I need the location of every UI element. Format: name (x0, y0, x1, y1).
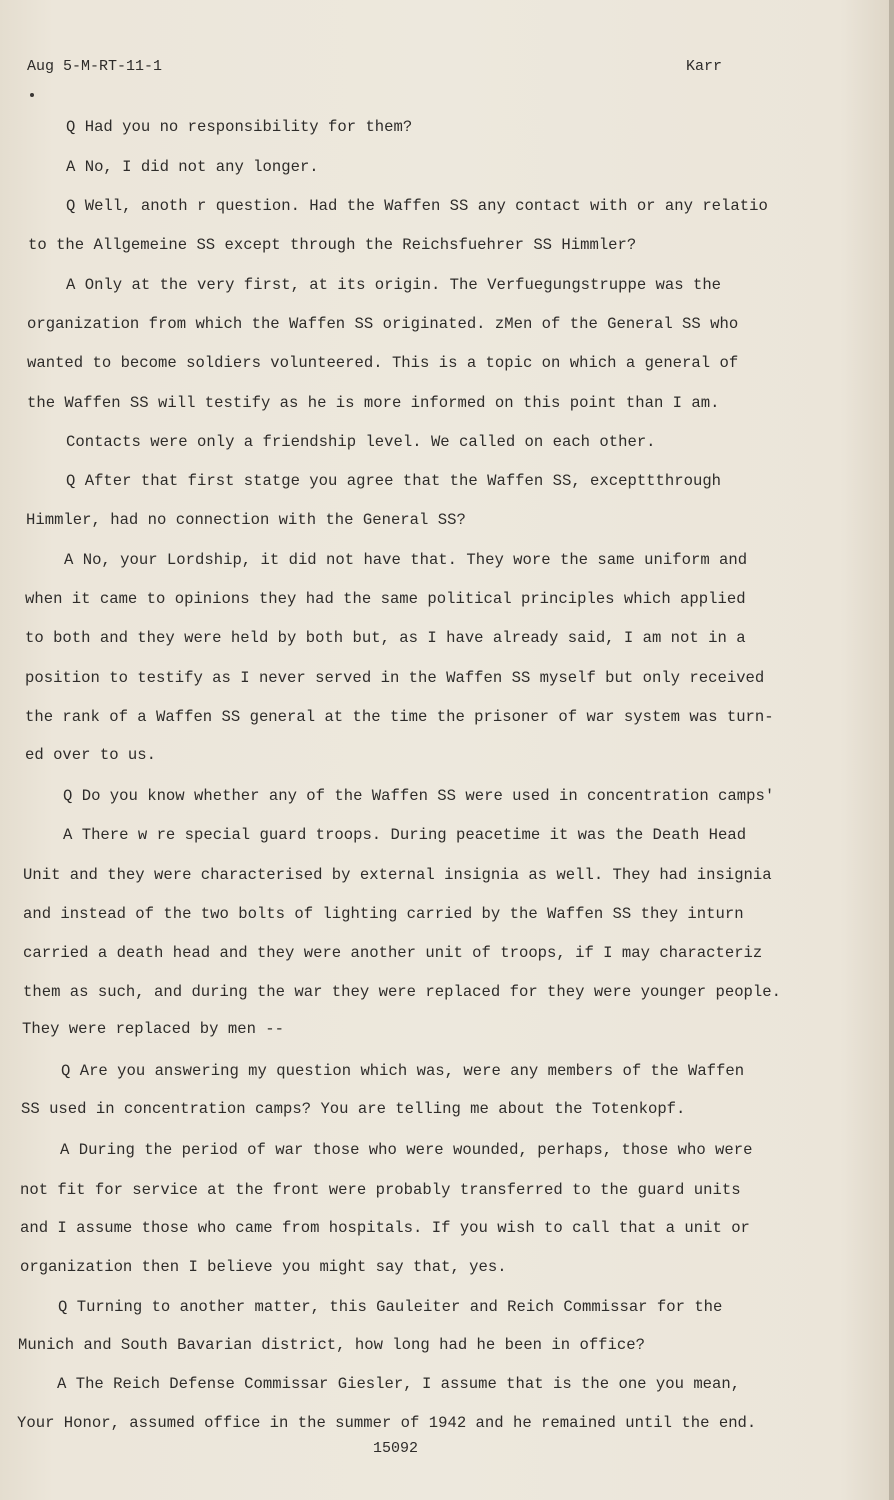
transcript-line: They were replaced by men -- (22, 1020, 285, 1038)
page-edge (889, 0, 894, 1500)
transcript-line: Q Turning to another matter, this Gauleiter and Reich Commissar for the (58, 1298, 723, 1316)
transcript-line: carried a death head and they were another unit of troops, if I may characteriz (23, 944, 763, 962)
transcript-line: the rank of a Waffen SS general at the time the prisoner of war system was turn- (25, 708, 774, 726)
transcript-line: to the Allgemeine SS except through the Reichsfuehrer SS Himmler? (28, 236, 637, 254)
transcript-line: organization from which the Waffen SS originated. zMen of the General SS who (27, 315, 739, 333)
transcript-line: the Waffen SS will testify as he is more informed on this point than I am. (27, 394, 720, 412)
transcript-line: Q After that first statge you agree that the Waffen SS, excepttthrough (66, 472, 722, 490)
transcript-line: Q Had you no responsibility for them? (66, 118, 413, 136)
transcript-line: Q Are you answering my question which was, were any members of the Waffen (61, 1062, 745, 1080)
transcript-line: SS used in concentration camps? You are telling me about the Totenkopf. (21, 1100, 686, 1118)
transcript-line: them as such, and during the war they were replaced for they were younger people. (23, 983, 781, 1001)
transcript-line: wanted to become soldiers volunteered. This is a topic on which a general of (27, 354, 739, 372)
transcript-line: Unit and they were characterised by external insignia as well. They had insignia (23, 866, 772, 884)
transcript-line: Your Honor, assumed office in the summer of 1942 and he remained until the end. (17, 1414, 757, 1432)
transcript-line: A Only at the very first, at its origin. The Verfuegungstruppe was the (66, 276, 722, 294)
ink-dot (30, 93, 34, 97)
transcript-line: Munich and South Bavarian district, how long had he been in office? (18, 1336, 645, 1354)
transcript-line: ed over to us. (25, 746, 157, 764)
transcript-line: to both and they were held by both but, as I have already said, I am not in a (25, 629, 746, 647)
witness-name: Karr (686, 58, 723, 75)
transcript-line: organization then I believe you might say that, yes. (20, 1258, 507, 1276)
transcript-line: when it came to opinions they had the same political principles which applied (25, 590, 746, 608)
document-reference: Aug 5-M-RT-11-1 (27, 58, 163, 75)
transcript-line: A No, I did not any longer. (66, 158, 319, 176)
transcript-line: A No, your Lordship, it did not have that. They wore the same uniform and (64, 551, 748, 569)
transcript-line: and instead of the two bolts of lighting carried by the Waffen SS they inturn (23, 905, 744, 923)
transcript-line: Q Do you know whether any of the Waffen SS were used in concentration camps' (63, 787, 775, 805)
transcript-line: not fit for service at the front were probably transferred to the guard units (20, 1181, 741, 1199)
transcript-line: Himmler, had no connection with the General SS? (26, 511, 466, 529)
transcript-line: A There w re special guard troops. During peacetime it was the Death Head (63, 826, 747, 844)
transcript-line: A The Reich Defense Commissar Giesler, I assume that is the one you mean, (57, 1375, 741, 1393)
page-number: 15092 (373, 1440, 419, 1457)
transcript-line: Q Well, anoth r question. Had the Waffen SS any contact with or any relatio (66, 197, 768, 215)
transcript-line: A During the period of war those who were wounded, perhaps, those who were (60, 1141, 753, 1159)
transcript-line: Contacts were only a friendship level. We called on each other. (66, 433, 656, 451)
transcript-line: and I assume those who came from hospitals. If you wish to call that a unit or (20, 1219, 750, 1237)
transcript-line: position to testify as I never served in the Waffen SS myself but only received (25, 669, 765, 687)
